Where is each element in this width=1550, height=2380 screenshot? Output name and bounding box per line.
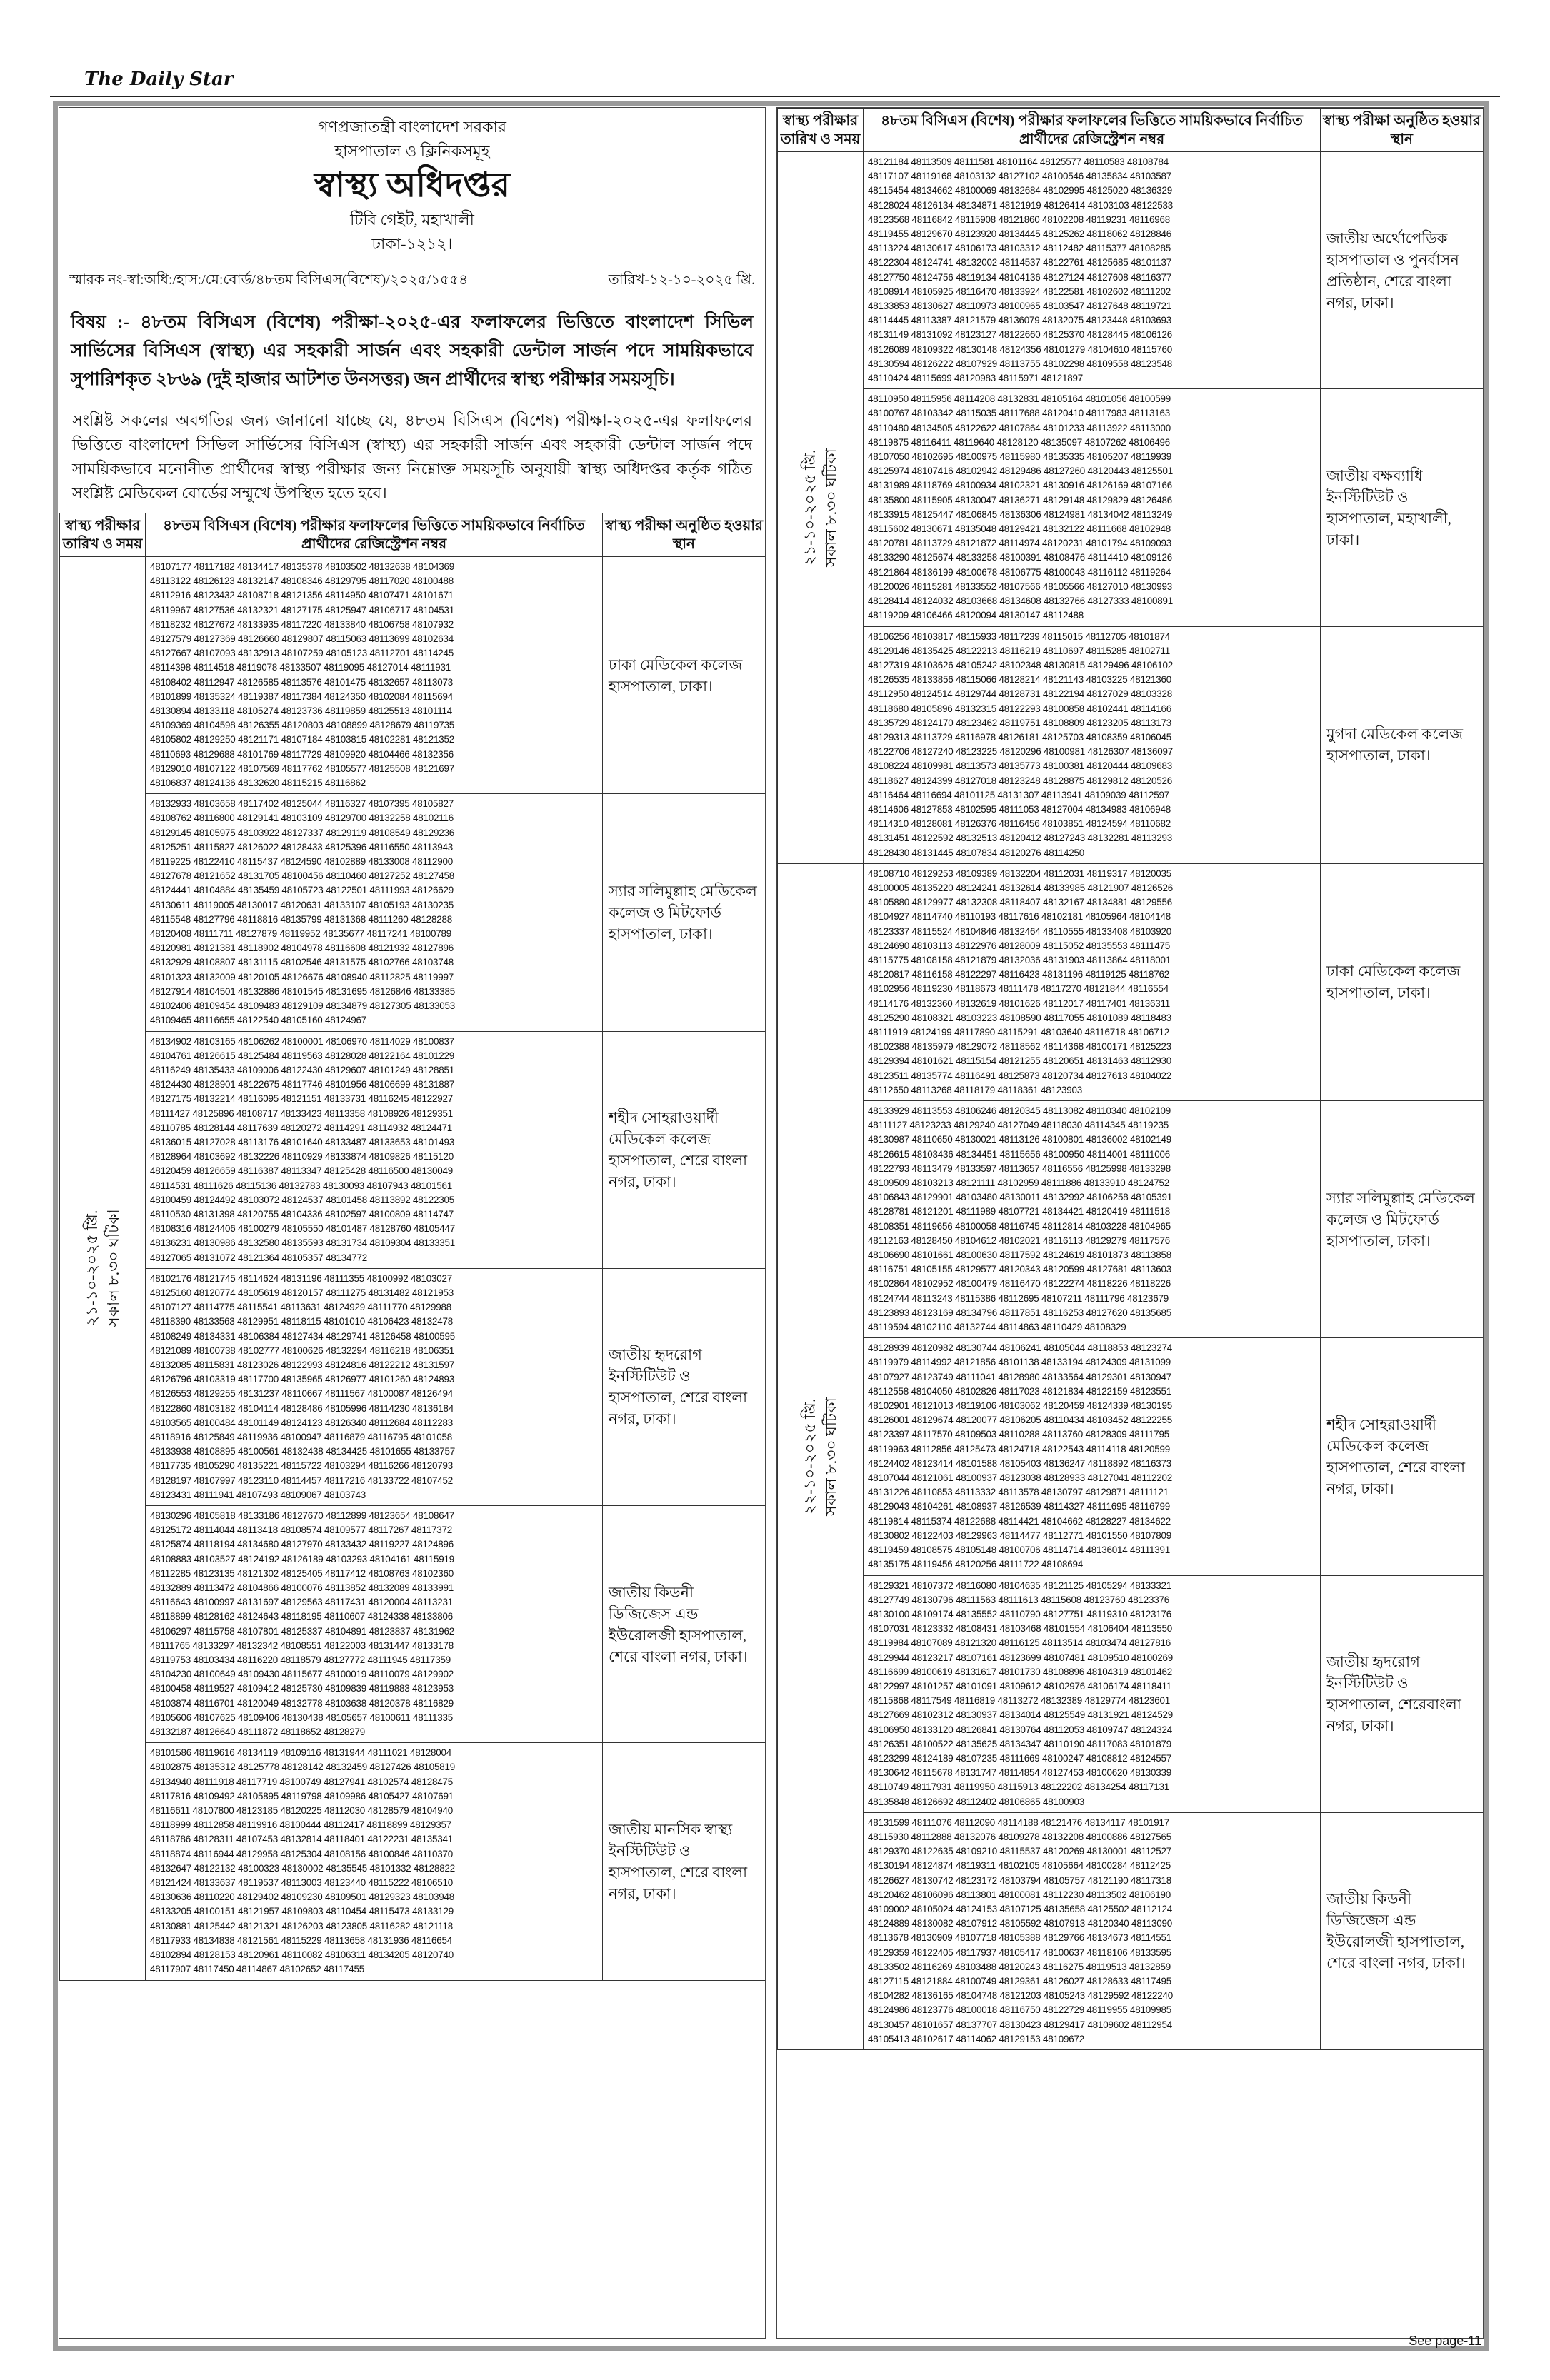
registration-numbers: 48130296 48105818 48133186 48127670 48112899 48123654 48108647 48125172 48114044 48113418 48108574 48109577 48117267 48117372 48125874 48118194 48134680 48127970 48133432 48119227 48124896 48108883 48103527 48124192 48126189 48103293 48104161 48115919 48112285 48123135 48121302 48125405 48117412 48108763 48102360 48132889 48113472 48104866 48100076 48113852 48132089 48133991 48116643 48100997 48131697 48129563 48117431 48120004 48113231 48118899 48128162 48124643 48118195 48110607 48124338 48133806 48106297 48115758 48107801 48125337 48104891 48123837 48131962 48111765 48133297 48132342 48108551 48122003 48131447 48133178 48119753 48103434 48116220 48118579 48127772 48111945 48117359 48104230 48100649 48109430 48115677 48100019 48110079 48129902 48100458 48119527 48109412 48125730 48109839 48119883 48123953 48103874 48116701 48120049 48132778 48103638 48120378 48116829 48105606 48107625 48109406 48130438 48105657 48100611 48111335 48132187 48126640 48111872 48118652 48128279 (146, 1506, 603, 1743)
registration-numbers: 48107177 48117182 48134417 48135378 48103502 48132638 48104369 48113122 48126123 48132147 48108346 48129795 48117020 48100488 48112916 48123432 48108718 48121356 48114950 48107471 48101671 48119967 48127536 48132321 48127175 48125947 48106717 48104531 48118232 48127672 48133935 48117220 48133840 48106758 48107932 48127579 48127369 48126660 48129807 48115063 48113699 48102634 48127667 48107093 48132913 48107259 48105123 48112701 48114245 48114398 48114518 48119078 48133507 48119095 48127014 48111931 48108402 48112947 48126585 48113576 48101475 48132657 48113073 48101899 48135324 48119387 48117384 48124350 48102084 48115694 48130894 48133118 48105274 48123736 48119859 48125513 48101114 48109369 48104598 48126355 48120803 48108899 48128679 48119735 48105802 48129250 48121171 48107184 48103815 48102281 48121352 48110693 48129688 48101769 48117729 48109920 48104466 48132356 48129010 48107122 48107569 48117762 48105577 48125508 48121697 48106837 48124136 48132620 48115215 48116862 (146, 557, 603, 794)
date-cell (778, 863, 864, 2049)
see-page-footer: See page-11 (1409, 2334, 1481, 2348)
venue-cell: শহীদ সোহরাওয়ার্দী মেডিকেল কলেজ হাসপাতাল, শেরে বাংলা নগর, ঢাকা। (603, 1031, 766, 1268)
date-time-text: ২১-১০-২০২৫ খ্রি. সকাল ৮.৩০ ঘটিকা (82, 1209, 122, 1328)
header-line-3: টিবি গেইট, মহাখালী (350, 211, 474, 229)
left-column (59, 107, 766, 2339)
registration-numbers: 48101586 48119616 48134119 48109116 48131944 48111021 48128004 48102875 48135312 48125778 48128142 48132459 48127426 48105819 48134940 48111918 48117719 48100749 48127941 48102574 48128475 48117816 48109492 48105895 48119798 48109986 48105427 48107691 48116611 48107800 48123185 48120225 48112030 48128579 48104940 48118999 48112858 48119916 48100444 48112417 48118899 48129357 48118786 48128311 48107453 48132814 48118401 48122231 48135341 48118874 48116944 48129958 48125304 48108156 48100846 48110370 48132647 48122132 48100323 48130002 48135545 48101332 48128822 48121424 48133637 48119537 48113003 48123440 48115222 48106510 48130636 48110220 48129402 48109230 48109501 48129323 48103948 48133205 48100151 48121957 48109803 48110454 48115473 48133129 48130881 48125442 48121321 48126203 48123805 48116282 48121118 48117933 48134838 48121561 48115229 48113658 48131936 48116654 48102894 48128153 48120961 48110082 48106311 48134205 48120740 48117907 48117450 48114867 48102652 48117455 (146, 1743, 603, 1980)
table-row (778, 1812, 1484, 2049)
table-row (778, 626, 1484, 863)
date-cell (778, 152, 864, 864)
subject: বিষয় :- ৪৮তম বিসিএস (বিশেষ) পরীক্ষা-২০২৫-এর ফলাফলের ভিত্তিতে বাংলাদেশ সিভিল সার্ভিসের বিসিএস (স্বাস্থ্য) এর সহকারী সার্জন এবং সহকারী ডেন্টাল সার্জন পদে সাময়িকভাবে সুপারিশকৃত ২৮৬৯ (দুই হাজার আটশত উনসত্তর) জন প্রার্থীদের স্বাস্থ্য পরীক্ষার সময়সূচি। (71, 313, 754, 389)
venue-cell: ঢাকা মেডিকেল কলেজ হাসপাতাল, ঢাকা। (603, 557, 766, 794)
table-row (778, 863, 1484, 1100)
venue-cell: জাতীয় অর্থোপেডিক হাসপাতাল ও পুনর্বাসন প্রতিষ্ঠান, শেরে বাংলা নগর, ঢাকা। (1321, 152, 1484, 389)
header-line-2: হাসপাতাল ও ক্লিনিকসমূহ (334, 142, 490, 160)
venue-cell: স্যার সলিমুল্লাহ মেডিকেল কলেজ ও মিটফোর্ড হাসপাতাল, ঢাকা। (1321, 1101, 1484, 1338)
header-regs: ৪৮তম বিসিএস (বিশেষ) পরীক্ষার ফলাফলের ভিত্তিতে সাময়িকভাবে নির্বাচিত প্রার্থীদের রেজিস্ট্রেশন নম্বর (864, 109, 1321, 152)
memo-date: তারিখ-১২-১০-২০২৫ খ্রি. (608, 272, 755, 288)
table-row (778, 1338, 1484, 1575)
table-row (60, 1268, 766, 1505)
registration-numbers: 48110950 48115956 48114208 48132831 48105164 48101056 48100599 48100767 48103342 48115035 48117688 48120410 48117983 48113163 48110480 48134505 48122622 48107864 48101233 48113922 48113000 48119875 48116411 48119640 48128120 48135097 48107262 48106496 48107050 48102695 48100975 48115980 48135335 48105207 48119939 48125974 48107416 48102942 48129486 48127260 48120443 48125501 48131989 48118769 48100934 48102321 48130916 48126169 48107166 48135800 48115905 48130047 48136271 48129148 48129829 48126486 48133915 48125447 48106845 48136306 48124981 48134042 48113249 48115602 48130671 48135048 48129421 48132122 48111668 48102948 48120781 48113729 48121872 48114974 48120231 48101794 48109093 48133290 48125674 48133258 48100391 48108476 48114410 48109126 48121864 48136199 48100678 48106775 48100043 48116112 48119264 48120026 48115281 48133552 48107566 48105566 48127010 48130993 48128414 48124032 48103668 48134608 48132766 48127333 48100891 48119209 48106466 48120094 48130147 48112488 (864, 389, 1321, 626)
table-row (60, 1506, 766, 1743)
notice-header (59, 108, 765, 256)
memo-number: স্মারক নং-স্বা:অধি:/হাস:/মে:বোর্ড/৪৮তম বিসিএস(বিশেষ)/২০২৫/১৫৫৪ (69, 272, 469, 288)
table-row (778, 1101, 1484, 1338)
registration-numbers: 48131599 48111076 48112090 48114188 48121476 48134117 48101917 48115930 48112888 48132076 48109278 48132208 48100886 48127565 48129370 48122635 48109210 48115537 48120269 48130001 48112527 48130194 48124874 48119311 48102105 48105664 48100284 48112425 48126627 48130742 48123172 48103794 48105757 48121190 48117318 48120462 48106096 48113801 48100081 48112230 48113502 48106190 48109002 48105024 48124153 48107125 48135658 48125502 48112124 48124889 48130082 48107912 48105592 48107913 48120340 48113090 48113678 48130909 48107718 48105388 48129766 48134673 48114551 48129359 48122405 48117937 48105417 48100637 48118106 48133595 48133502 48116269 48103488 48120243 48116275 48119513 48132859 48127115 48121884 48100749 48129361 48126027 48128633 48117495 48104282 48136165 48104748 48121203 48105243 48129592 48122240 48124986 48123776 48100018 48116750 48122729 48119955 48109985 48130457 48101657 48137707 48130423 48129417 48109602 48112954 48105413 48102617 48114062 48129153 48109672 (864, 1812, 1321, 2049)
table-row (60, 557, 766, 794)
header-title: স্বাস্থ্য অধিদপ্তর (314, 166, 511, 204)
registration-numbers: 48121184 48113509 48111581 48101164 48125577 48110583 48108784 48117107 48119168 48103132 48127102 48100546 48135834 48103587 48115454 48134662 48100069 48132684 48102995 48125020 48136329 48128024 48126134 48134871 48121919 48126414 48103103 48122533 48123568 48116842 48115908 48121860 48102208 48119231 48116968 48119455 48129670 48123920 48134445 48125262 48118062 48128846 48113224 48130617 48106173 48103312 48112482 48115377 48108285 48122304 48124741 48132002 48114537 48122761 48125685 48101137 48127750 48124756 48119134 48104136 48127124 48127608 48116377 48108914 48105925 48116470 48133924 48122581 48102602 48111202 48133853 48130627 48110973 48100965 48103547 48127648 48119721 48114445 48113387 48121579 48136079 48132075 48123448 48103693 48131149 48131092 48123127 48122660 48125370 48128445 48106126 48126089 48109322 48130148 48124356 48101279 48104610 48115760 48130594 48126222 48107929 48113755 48102298 48109558 48123548 48110424 48115699 48120983 48115971 48121897 (864, 152, 1321, 389)
top-rule (50, 96, 1500, 97)
venue-cell: স্যার সলিমুল্লাহ মেডিকেল কলেজ ও মিটফোর্ড হাসপাতাল, ঢাকা। (603, 794, 766, 1031)
schedule-table-right (777, 108, 1484, 2050)
registration-numbers: 48134902 48103165 48106262 48100001 48106970 48114029 48100837 48104761 48126615 48125484 48119563 48128028 48122164 48101229 48116249 48135433 48109006 48122430 48129607 48101249 48128851 48124430 48128901 48122675 48117746 48101956 48106699 48131887 48127175 48132214 48116095 48121151 48133731 48116245 48122927 48111427 48125896 48108717 48133423 48113358 48108926 48129351 48110785 48128144 48117639 48120272 48114291 48114932 48124471 48136015 48127028 48113176 48101640 48133487 48133653 48101493 48128964 48103692 48132226 48110929 48133874 48109826 48115120 48120459 48126659 48116387 48113347 48125428 48116500 48130049 48114531 48111626 48115136 48132783 48130093 48107943 48101561 48100459 48124492 48103072 48124537 48101458 48113892 48122305 48110530 48131398 48120755 48104336 48102597 48100809 48114747 48108316 48124406 48100279 48105550 48101487 48128760 48105447 48136231 48130986 48132580 48135593 48131734 48109304 48133351 48127065 48131072 48121364 48105357 48134772 (146, 1031, 603, 1268)
header-line-4: ঢাকা-১২১২। (371, 235, 453, 253)
venue-cell: জাতীয় বক্ষব্যাধি ইনস্টিটিউট ও হাসপাতাল, মহাখালী, ঢাকা। (1321, 389, 1484, 626)
table-row (778, 1575, 1484, 1812)
venue-cell: জাতীয় হৃদরোগ ইনস্টিটিউট ও হাসপাতাল, শেরে বাংলা নগর, ঢাকা। (603, 1268, 766, 1505)
header-regs: ৪৮তম বিসিএস (বিশেষ) পরীক্ষার ফলাফলের ভিত্তিতে সাময়িকভাবে নির্বাচিত প্রার্থীদের রেজিস্ট্রেশন নম্বর (146, 513, 603, 557)
date-time-text: ২১-১০-২০২৫ খ্রি. সকাল ৮.৩০ ঘটিকা (800, 448, 840, 567)
venue-cell: মুগদা মেডিকেল কলেজ হাসপাতাল, ঢাকা। (1321, 626, 1484, 863)
registration-numbers: 48133929 48113553 48106246 48120345 48113082 48110340 48102109 48111127 48123233 48129240 48127049 48118030 48114345 48119235 48130987 48110650 48130021 48113126 48100801 48136002 48102149 48126615 48103436 48134451 48115656 48100950 48114001 48111006 48122793 48113479 48133597 48113657 48116556 48125998 48133298 48109509 48103213 48121111 48102959 48111886 48133910 48124752 48106843 48129901 48103480 48130011 48132992 48106258 48105391 48128781 48121201 48111989 48107721 48134421 48120419 48111518 48108351 48119656 48100058 48116745 48112814 48103228 48104965 48112163 48128450 48104612 48102021 48116113 48129279 48117576 48106690 48101661 48100630 48117592 48124619 48101873 48113858 48116751 48105155 48129577 48120343 48120599 48127681 48113603 48102864 48102952 48100479 48116470 48122274 48118226 48118226 48124744 48113243 48115386 48112695 48107211 48111796 48123679 48123893 48123169 48134796 48117851 48116253 48127620 48135685 48119594 48102110 48132744 48114863 48110429 48108329 (864, 1101, 1321, 1338)
schedule-table-left (59, 513, 766, 1981)
registration-numbers: 48102176 48121745 48114624 48131196 48111355 48100992 48103027 48125160 48120774 48105619 48120157 48111275 48131482 48121953 48107127 48114775 48115541 48113631 48124929 48111770 48129988 48118390 48133563 48129951 48118115 48101010 48106423 48132478 48108249 48134331 48106384 48127434 48129741 48126458 48100595 48121089 48100738 48102777 48100626 48132294 48116218 48106351 48132085 48115831 48123026 48122993 48124816 48122212 48131597 48126796 48103319 48117700 48135965 48126977 48101260 48124893 48126553 48129255 48131237 48110667 48111567 48100087 48126494 48122860 48103182 48104114 48128486 48105996 48114230 48136184 48103565 48100484 48101149 48124123 48126340 48112684 48112283 48118916 48125849 48119936 48100947 48116879 48116795 48101058 48133938 48108895 48100561 48132438 48134425 48101655 48133757 48117735 48105290 48135221 48115722 48103294 48116266 48120793 48128197 48107997 48123110 48114457 48117216 48133722 48107452 48123431 48111941 48107493 48109067 48103743 (146, 1268, 603, 1505)
registration-numbers: 48108710 48129253 48109389 48132204 48112031 48119317 48120035 48100005 48135220 48124241 48132614 48133985 48121907 48126526 48105880 48129977 48132308 48118407 48132167 48134881 48129556 48104927 48114740 48110193 48117616 48102181 48105964 48104148 48123337 48115524 48104846 48132464 48110555 48133408 48103920 48124690 48103113 48122976 48128009 48115052 48135553 48111475 48115775 48108158 48121879 48132036 48131903 48113864 48118001 48120817 48116158 48122297 48116423 48131196 48119125 48118762 48102956 48119230 48118673 48111478 48117270 48121844 48116554 48114176 48132360 48132619 48101626 48112017 48117401 48136311 48125290 48108321 48103223 48108590 48117055 48101089 48118483 48111919 48124199 48117890 48115291 48103640 48116718 48106712 48102388 48135979 48129072 48118562 48114368 48100171 48125223 48129394 48101621 48115154 48121255 48120651 48131463 48112930 48123511 48135774 48116491 48125873 48120734 48127613 48104022 48112650 48113268 48118179 48118361 48123903 (864, 863, 1321, 1100)
intro-paragraph: সংশ্লিষ্ট সকলের অবগতির জন্য জানানো যাচ্ছে যে, ৪৮তম বিসিএস (বিশেষ) পরীক্ষা-২০২৫-এর ফলাফলের ভিত্তিতে বাংলাদেশ সিভিল সার্ভিসের বিসিএস (স্বাস্থ্য) এর সহকারী সার্জন এবং সহকারী ডেন্টাল সার্জন পদে সাময়িকভাবে মনোনীত প্রার্থীদের স্বাস্থ্য পরীক্ষার জন্য নিম্নোক্ত সময়সূচি অনুযায়ী স্বাস্থ্য অধিদপ্তর কর্তৃক গঠিত সংশ্লিষ্ট মেডিকেল বোর্ডের সম্মুখে উপস্থিত হতে হবে। (72, 411, 752, 502)
header-venue: স্বাস্থ্য পরীক্ষা অনুষ্ঠিত হওয়ার স্থান (603, 513, 766, 557)
venue-cell: জাতীয় কিডনী ডিজিজেস এন্ড ইউরোলজী হাসপাতাল, শেরে বাংলা নগর, ঢাকা। (603, 1506, 766, 1743)
masthead: The Daily Star (84, 69, 234, 90)
header-date: স্বাস্থ্য পরীক্ষার তারিখ ও সময় (60, 513, 146, 557)
table-row (60, 1743, 766, 1980)
registration-numbers: 48106256 48103817 48115933 48117239 48115015 48112705 48101874 48129146 48135425 48122213 48116219 48110697 48115285 48102711 48127319 48103626 48105242 48102348 48130815 48129496 48106102 48126535 48133856 48115066 48128214 48121143 48103225 48121360 48112950 48124514 48129744 48128731 48122194 48127029 48103328 48118680 48105896 48132315 48122293 48100858 48102441 48114166 48135729 48124170 48123462 48119751 48108809 48123205 48113173 48129313 48113729 48116978 48126181 48125703 48108359 48106045 48122706 48127240 48123225 48120296 48100981 48126307 48136097 48108224 48109981 48113573 48135773 48100381 48120444 48109683 48118627 48124399 48127018 48123248 48128875 48129812 48120526 48116464 48116694 48101125 48131307 48113941 48109039 48112597 48114606 48127853 48102595 48111053 48127004 48134983 48106948 48114310 48128081 48126376 48116456 48103851 48124594 48110682 48131451 48122592 48132513 48120412 48127243 48132281 48113293 48128430 48131445 48107834 48120276 48114250 (864, 626, 1321, 863)
right-column (776, 107, 1484, 2339)
registration-numbers: 48128939 48120982 48130744 48106241 48105044 48118853 48123274 48119979 48114992 48121856 48101138 48133194 48124309 48131099 48107927 48123749 48111041 48128980 48133564 48129301 48130947 48112558 48104050 48102826 48117023 48121834 48122159 48123551 48102901 48121013 48119106 48103062 48120459 48124339 48130195 48126001 48129674 48120077 48106205 48110434 48103452 48122255 48123397 48117570 48109503 48110288 48113760 48128309 48111795 48119963 48112856 48125473 48124718 48122543 48114118 48120599 48124402 48123414 48101588 48105403 48136247 48118892 48116373 48107044 48121061 48100937 48123038 48128933 48127041 48112202 48131226 48110853 48113332 48113578 48130797 48129871 48111121 48129043 48104261 48108937 48126539 48114327 48111695 48116799 48119814 48115374 48122688 48114421 48104662 48128227 48134622 48130802 48122403 48129963 48114477 48112771 48101550 48107809 48119459 48108575 48105148 48100706 48114714 48136014 48111391 48135175 48119456 48120256 48111722 48108694 (864, 1338, 1321, 1575)
table-row (778, 389, 1484, 626)
date-cell (60, 557, 146, 1981)
table-row (60, 794, 766, 1031)
table-row (778, 152, 1484, 389)
registration-numbers: 48129321 48107372 48116080 48104635 48121125 48105294 48133321 48127749 48130796 48111563 48111613 48115608 48123760 48123376 48130100 48109174 48135552 48110790 48127751 48119310 48123176 48107031 48123332 48108431 48103468 48101554 48106404 48113550 48119984 48107089 48121320 48116125 48113514 48103474 48127816 48129944 48123217 48107161 48123699 48107481 48109510 48100269 48116699 48100619 48131617 48101730 48108896 48104319 48101462 48122997 48101257 48101091 48109612 48102976 48106174 48118411 48115868 48117549 48116819 48113272 48132389 48129774 48123601 48127669 48102312 48130937 48134014 48125549 48131921 48124529 48106950 48133120 48126841 48130764 48112053 48109747 48124324 48126351 48100522 48135625 48134347 48110190 48117083 48101879 48123299 48124189 48107235 48111669 48100247 48108812 48124557 48130642 48115678 48131747 48114854 48127453 48100620 48130339 48110749 48117931 48119950 48115913 48122202 48134254 48117131 48135848 48126692 48112402 48106865 48100903 (864, 1575, 1321, 1812)
header-date: স্বাস্থ্য পরীক্ষার তারিখ ও সময় (778, 109, 864, 152)
venue-cell: ঢাকা মেডিকেল কলেজ হাসপাতাল, ঢাকা। (1321, 863, 1484, 1100)
memo-line (59, 256, 765, 298)
table-row (60, 1031, 766, 1268)
registration-numbers: 48132933 48103658 48117402 48125044 48116327 48107395 48105827 48108762 48116800 48129141 48103109 48129700 48132258 48102116 48129145 48105975 48103922 48127337 48129119 48108549 48129236 48125251 48115827 48126022 48128433 48125396 48116550 48113943 48119225 48122410 48115437 48124590 48102889 48133008 48112900 48127678 48121652 48131705 48100456 48110460 48127252 48127458 48124441 48104884 48135459 48105723 48122501 48111993 48126629 48130611 48119005 48130017 48120631 48133107 48105193 48130235 48115548 48127796 48118816 48135799 48131368 48111260 48128288 48120408 48111711 48127879 48119952 48135677 48117241 48100789 48120981 48121381 48118902 48104978 48116608 48121932 48127896 48132929 48108807 48131115 48102546 48131575 48102766 48103748 48101323 48132009 48120105 48126676 48108940 48112825 48119997 48127914 48104501 48132886 48101545 48131695 48126846 48133385 48102406 48109454 48109483 48129109 48134879 48127305 48133053 48109465 48116655 48122540 48105160 48124967 (146, 794, 603, 1031)
header-line-1: গণপ্রজাতন্ত্রী বাংলাদেশ সরকার (317, 118, 507, 136)
venue-cell: জাতীয় মানসিক স্বাস্থ্য ইনস্টিটিউট ও হাসপাতাল, শেরে বাংলা নগর, ঢাকা। (603, 1743, 766, 1980)
venue-cell: জাতীয় কিডনী ডিজিজেস এন্ড ইউরোলজী হাসপাতাল, শেরে বাংলা নগর, ঢাকা। (1321, 1812, 1484, 2049)
venue-cell: জাতীয় হৃদরোগ ইনস্টিটিউট ও হাসপাতাল, শেরেবাংলা নগর, ঢাকা। (1321, 1575, 1484, 1812)
venue-cell: শহীদ সোহরাওয়ার্দী মেডিকেল কলেজ হাসপাতাল, শেরে বাংলা নগর, ঢাকা। (1321, 1338, 1484, 1575)
header-venue: স্বাস্থ্য পরীক্ষা অনুষ্ঠিত হওয়ার স্থান (1321, 109, 1484, 152)
date-time-text: ২২-১০-২০২৫ খ্রি. সকাল ৮.৩০ ঘটিকা (800, 1397, 840, 1516)
